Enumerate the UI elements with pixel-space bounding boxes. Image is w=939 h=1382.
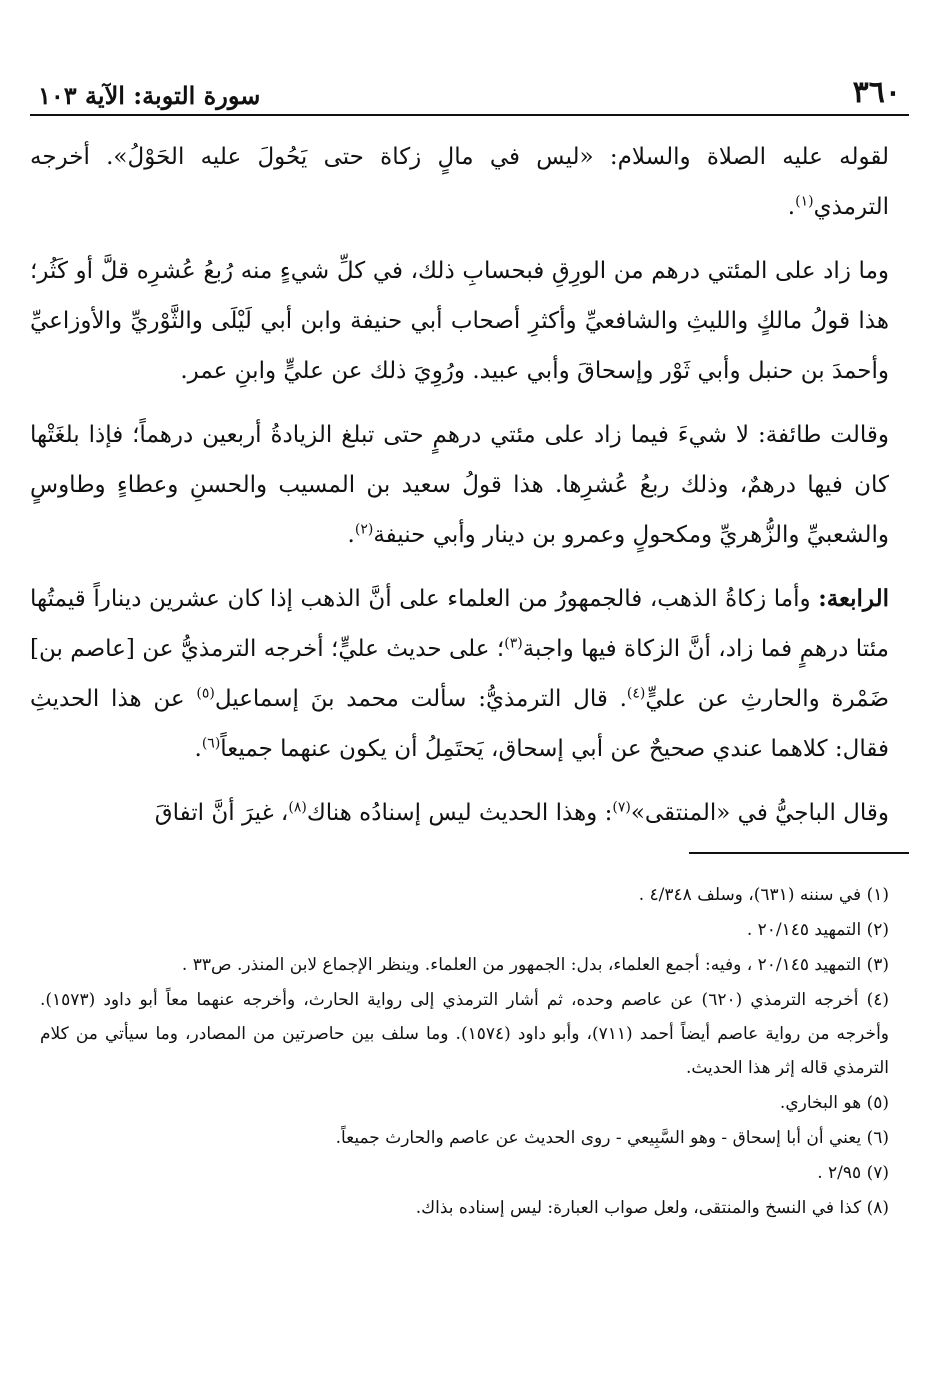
footnote-divider: [689, 852, 909, 854]
section-label: الرابعة:: [818, 585, 889, 612]
page-number: ٣٦٠: [852, 75, 901, 110]
footnote-ref-6: (٦): [201, 735, 221, 752]
footnote-ref-2: (٢): [354, 521, 374, 538]
footnote-ref-5: (٥): [196, 685, 215, 702]
footnote-7: (٧) ٢/٩٥ .: [817, 1163, 889, 1183]
paragraph-4-part-3: . قال الترمذيُّ: سألت محمد بنَ إسماعيل: [214, 686, 627, 712]
paragraph-4-part-5: .: [194, 736, 202, 762]
book-page: [30, 60, 909, 1226]
paragraph-5-part-2: : وهذا الحديث ليس إسنادُه هناك: [306, 800, 613, 826]
footnote-8: (٨) كذا في النسخ والمنتقى، ولعل صواب العبارة: ليس إسناده بذاك.: [415, 1198, 889, 1218]
footnote-ref-3: (٣): [504, 635, 523, 652]
paragraph-4: [30, 574, 889, 774]
footnote-ref-7: (٧): [612, 799, 631, 816]
footnote-6: (٦) يعني أن أبا إسحاق - وهو السَّبِيعي - روى الحديث عن عاصم والحارث جميعاً.: [335, 1128, 889, 1148]
paragraph-5-part-3: ، غيرَ أنَّ اتفاقَ: [154, 800, 289, 826]
footnote-ref-1: (١): [795, 193, 814, 210]
footnote-ref-8: (٨): [288, 799, 307, 816]
footnote-ref-4: (٤): [626, 685, 646, 702]
running-title: سورة التوبة: الآية ١٠٣: [38, 81, 261, 110]
paragraph-4-part-1: وأما زكاةُ الذهب، فالجمهورُ من العلماء على أنَّ الذهب إذا كان عشرين ديناراً قيمتُها مئتا درهمٍ فما زاد، أنَّ الزكاة فيها واجبة: [30, 586, 889, 662]
footnote-3: (٣) التمهيد ٢٠/١٤٥ ، وفيه: أجمع العلماء، بدل: الجمهور من العلماء. وينظر الإجماع لابن المنذر. ص٣٣ .: [181, 955, 889, 975]
paragraph-1-text: لقوله عليه الصلاة والسلام: «ليس في مالٍ زكاة حتى يَحُولَ عليه الحَوْلُ». أخرجه الترمذي: [30, 144, 889, 220]
footnote-2: (٢) التمهيد ٢٠/١٤٥ .: [746, 920, 889, 940]
paragraph-5-part-1: وقال الباجيُّ في «المنتقى»: [630, 800, 889, 826]
main-text: [30, 132, 909, 838]
paragraph-2: وما زاد على المئتي درهم من الورِقِ فبحسابِ ذلك، في كلِّ شيءٍ منه رُبعُ عُشرِه قلَّ أو كَثُر؛ هذا قولُ مالكٍ والليثِ والشافعيِّ وأكثرِ أصحاب أبي حنيفة وابن أبي لَيْلَى والثَّوْريِّ والأوزاعيِّ وأحمدَ بن حنبل وأبي ثَوْر وإسحاقَ وأبي عبيد. ورُوِيَ ذلك عن عليٍّ وابنِ عمر.: [30, 258, 889, 384]
paragraph-4-part-2: ؛ على حديث عليٍّ؛ أخرجه الترمذيُّ عن [عاصم بن] ضَمْرة والحارثِ عن عليٍّ: [30, 636, 890, 712]
paragraph-3: [30, 410, 889, 560]
paragraph-1-end: .: [787, 194, 796, 220]
paragraph-3-text: وقالت طائفة: لا شيءَ فيما زاد على مئتي درهمٍ حتى تبلغ الزيادةُ أربعين درهماً؛ فإذا بلغَتْها كان فيها درهمٌ، وذلك ربعُ عُشرِها. هذا قولُ سعيد بن المسيب والحسنِ وعطاءٍ وطاوسٍ والشعبيِّ والزُّهريِّ ومكحولٍ وعمرو بن دينار وأبي حنيفة: [30, 422, 889, 548]
paragraph-5: [30, 788, 889, 838]
footnote-1: (١) في سننه (٦٣١)، وسلف ٤/٣٤٨ .: [638, 885, 889, 905]
page-header: [30, 60, 909, 116]
paragraph-3-end: .: [347, 522, 355, 548]
footnote-4: (٤) أخرجه الترمذي (٦٢٠) عن عاصم وحده، ثم أشار الترمذي إلى رواية الحارث، وأخرجه عنهما معاً أبو داود (١٥٧٣). وأخرجه من رواية عاصم أيضاً أحمد (٧١١)، وأبو داود (١٥٧٤). وما سلف بين حاصرتين من المصادر، وما سيأتي من كلام الترمذي قاله إثر هذا الحديث.: [40, 990, 890, 1078]
paragraph-4-part-4: عن هذا الحديثِ فقال: كلاهما عندي صحيحٌ عن أبي إسحاق، يَحتَمِلُ أن يكون عنهما جميعاً: [30, 686, 889, 762]
footnotes: [30, 878, 909, 1225]
paragraph-1: [30, 132, 889, 232]
footnote-5: (٥) هو البخاري.: [779, 1093, 889, 1113]
